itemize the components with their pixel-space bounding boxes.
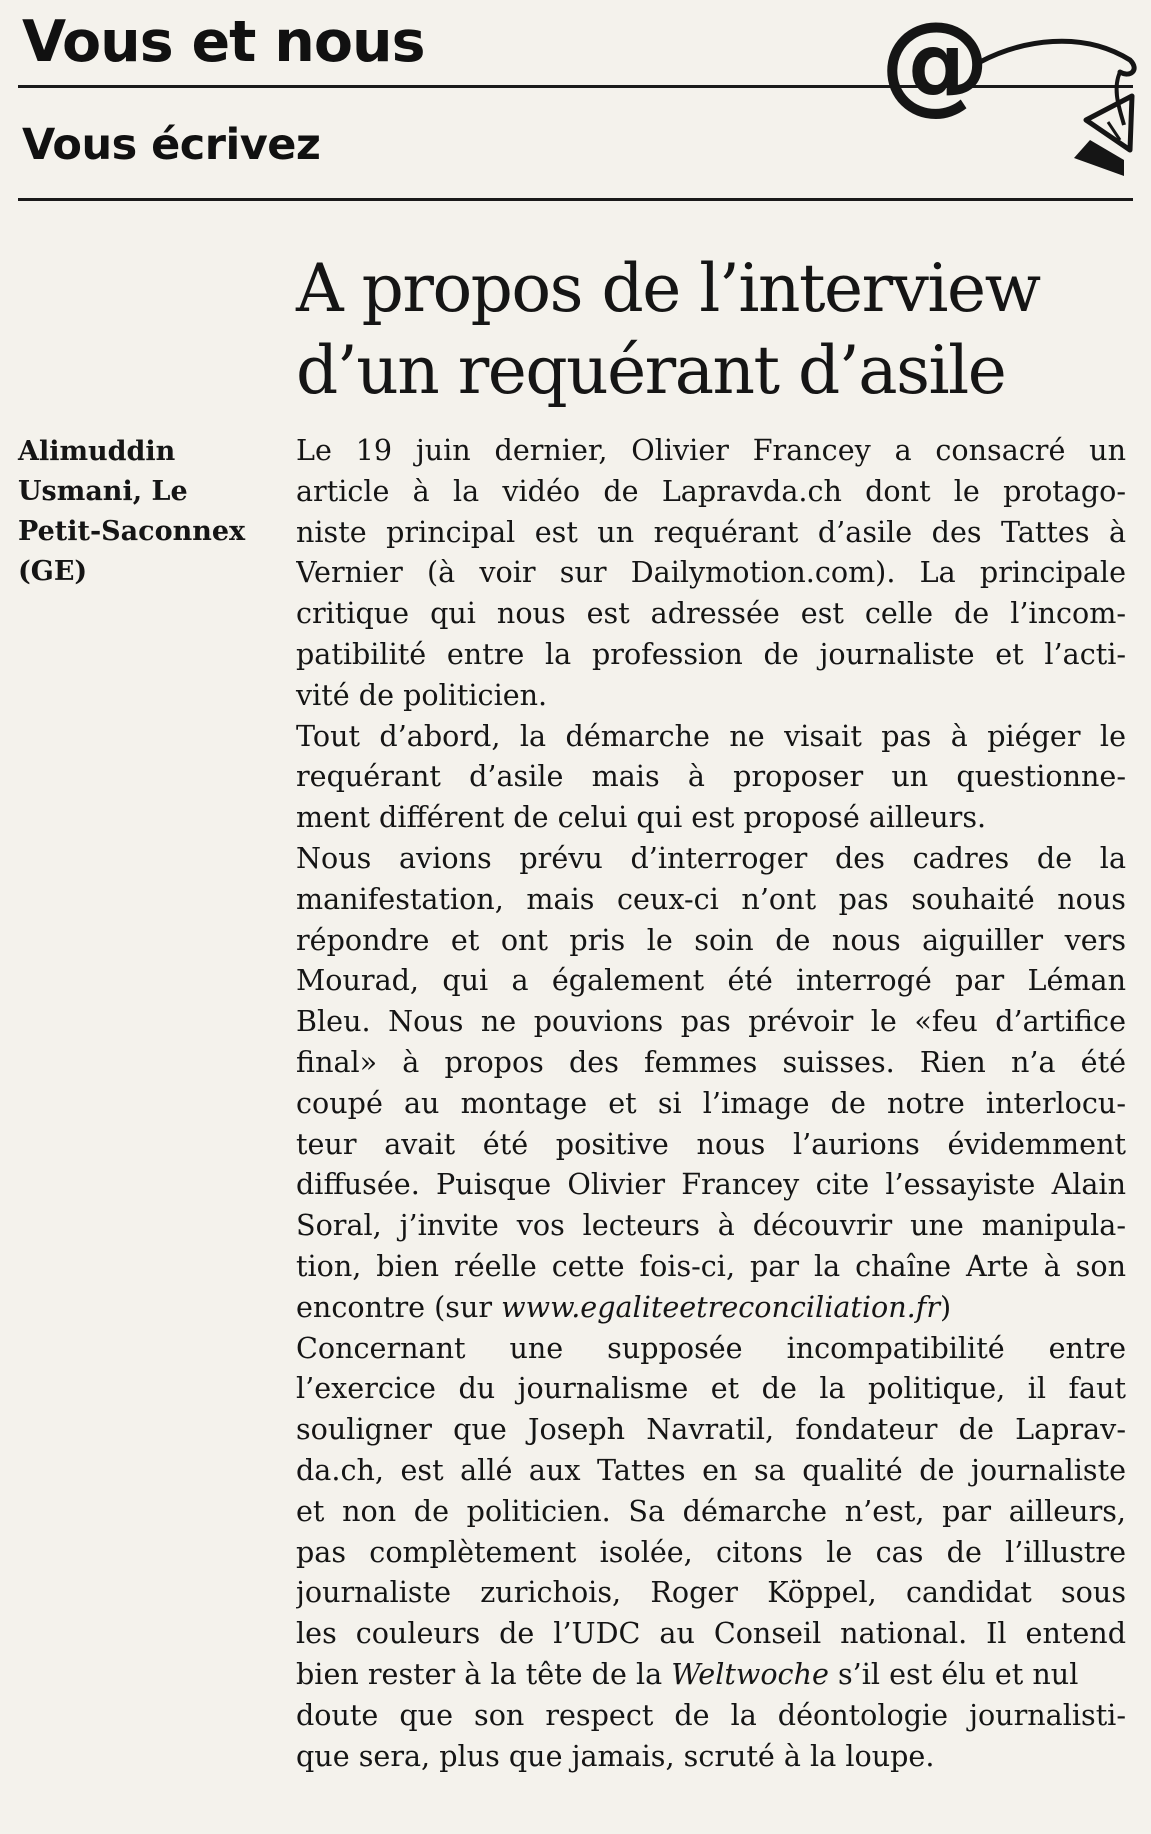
article-headline (296, 248, 1116, 412)
body-line: critique qui nous est adressée est celle de l’incom- (296, 596, 1126, 631)
body-line: et non de politicien. Sa démarche n’est, par ailleurs, (296, 1493, 1126, 1528)
body-line: final» à propos des femmes suisses. Rien n’a été (296, 1044, 1126, 1079)
body-line: Le 19 juin dernier, Olivier Francey a consacré un (296, 433, 1126, 467)
source-url: www.egaliteetreconciliation.fr (501, 1289, 941, 1324)
body-line: Concernant une supposée incompatibilité entre (296, 1330, 1126, 1365)
body-line: souligner que Joseph Navratil, fondateur de Laprav- (296, 1412, 1126, 1447)
body-line: article à la vidéo de Lapravda.ch dont le protago- (296, 473, 1126, 508)
body-line: que sera, plus que jamais, scruté à la loupe. (296, 1738, 935, 1773)
headline-line: d’un requérant d’asile (296, 332, 1006, 409)
body-line: niste principal est un requérant d’asile des Tattes à (296, 514, 1126, 549)
body-line-weltwoche (296, 1654, 1126, 1695)
body-line: manifestation, mais ceux-ci n’ont pas souhaité nous (296, 881, 1126, 916)
body-line: Mourad, qui a également été interrogé par Léman (296, 963, 1126, 998)
body-line: l’exercice du journalisme et de la politique, il faut (296, 1371, 1126, 1406)
body-line: Nous avions prévu d’interroger des cadres de la (296, 840, 1126, 875)
author-line: Petit-Saconnex (18, 516, 246, 547)
body-line: diffusée. Puisque Olivier Francey cite l’essayiste Alain (296, 1167, 1126, 1202)
body-line: Soral, j’invite vos lecteurs à découvrir une manipula- (296, 1208, 1126, 1243)
body-line: patibilité entre la profession de journaliste et l’acti- (296, 636, 1126, 671)
body-line: pas complètement isolée, citons le cas de l’illustre (296, 1534, 1126, 1569)
body-line: ment différent de celui qui est proposé ailleurs. (296, 800, 987, 835)
body-line: répondre et ont pris le soin de nous aiguiller vers (296, 922, 1126, 957)
body-line: da.ch, est allé aux Tattes en sa qualité de journaliste (296, 1452, 1126, 1487)
body-line: journaliste zurichois, Roger Köppel, candidat sous (296, 1575, 1126, 1610)
at-symbol: @ (880, 0, 990, 126)
body-line: teur avait été positive nous l’aurions évidemment (296, 1126, 1126, 1161)
body-line: requérant d’asile mais à proposer un questionne- (296, 759, 1126, 794)
body-line: Vernier (à voir sur Dailymotion.com). La principale (296, 555, 1126, 590)
body-line: vité de politicien. (296, 677, 548, 712)
section-title: Vous et nous (22, 9, 425, 75)
subsection-title: Vous écrivez (22, 120, 321, 170)
fountain-pen-icon (862, 0, 1140, 205)
author-line: (GE) (18, 556, 88, 587)
body-line: Bleu. Nous ne pouvions pas prévoir le «feu d’artifice (296, 1004, 1126, 1039)
body-text: ) (940, 1289, 952, 1324)
author-line: Usmani, Le (18, 476, 188, 507)
body-line: coupé au montage et si l’image de notre interlocu- (296, 1085, 1126, 1120)
body-text: encontre (sur (296, 1289, 502, 1324)
body-line: les couleurs de l’UDC au Conseil national. Il entend (296, 1616, 1126, 1651)
body-line-url (296, 1287, 1126, 1328)
body-text: bien rester à la tête de la (296, 1656, 672, 1691)
article-body (296, 430, 1126, 1776)
publication-name: Weltwoche (671, 1656, 829, 1691)
headline-line: A propos de l’interview (296, 250, 1040, 327)
body-line: Tout d’abord, la démarche ne visait pas à piéger le (296, 718, 1126, 753)
body-line: tion, bien réelle cette fois-ci, par la chaîne Arte à son (296, 1248, 1126, 1283)
body-text: s’il est élu et nul (828, 1656, 1079, 1691)
body-line: doute que son respect de la déontologie journalisti- (296, 1697, 1126, 1732)
author-byline (18, 432, 278, 592)
author-line: Alimuddin (18, 436, 176, 467)
